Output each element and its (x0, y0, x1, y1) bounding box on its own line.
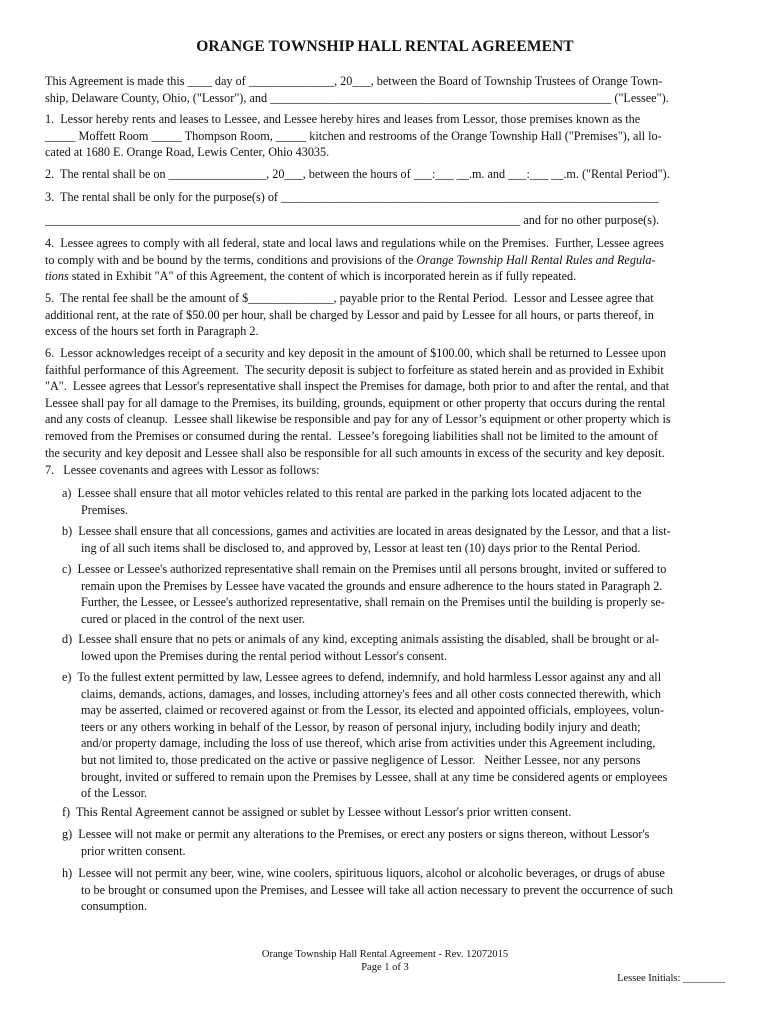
clause-c (62, 561, 724, 627)
intro-line: This Agreement is made this ____ day of ______________, 20___, between the Board of Township Trustees of Orange Town- (45, 74, 663, 88)
clause-a (62, 485, 724, 518)
paragraph-line: 3. The rental shall be only for the purpose(s) of ______________________________________________________________ (45, 190, 659, 204)
clause-g (62, 826, 724, 859)
paragraph-line: 7. Lessee covenants and agrees with Lessor as follows: (45, 463, 320, 477)
paragraph-1 (45, 111, 725, 161)
paragraph-line: faithful performance of this Agreement. The security deposit is subject to forfeiture as stated herein and as provided in Exhibit (45, 362, 664, 377)
clause-line: h) Lessee will not permit any beer, wine, wine coolers, spirituous liquors, alcohol or alcoholic beverages, or drugs of abuse (62, 866, 665, 880)
intro-line: ship, Delaware County, Ohio, ("Lessor"), and ________________________________________________________ ("Lessee"). (45, 90, 669, 105)
intro-paragraph (45, 73, 725, 106)
clause-line: to be brought or consumed upon the Premises, and Lessee will take all action necessary to prevent the occurrence of such (81, 882, 673, 897)
clause-line: consumption. (81, 899, 148, 914)
paragraph-text: to comply with and be bound by the terms, conditions and provisions of the (45, 252, 417, 267)
paragraph-line: excess of the hours set forth in Paragraph 2. (45, 324, 259, 339)
clause-b (62, 523, 724, 556)
paragraph-line (45, 252, 725, 269)
footer-page-number: Page 1 of 3 (361, 962, 409, 973)
clause-line: a) Lessee shall ensure that all motor vehicles related to this rental are parked in the parking lots located adjacent to the (62, 486, 642, 500)
clause-e (62, 669, 724, 802)
clause-h (62, 865, 724, 915)
paragraph-7 (45, 462, 725, 479)
paragraph-6 (45, 345, 725, 461)
paragraph-line: removed from the Premises or consumed during the rental. Lessee’s foregoing liabilities shall not be limited to the amount of (45, 428, 658, 443)
paragraph-5 (45, 290, 725, 340)
footer-revision: Orange Township Hall Rental Agreement - Rev. 12072015 (261, 949, 509, 960)
clause-line: lowed upon the Premises during the rental period without Lessor's consent. (81, 648, 448, 663)
paragraph-line: 1. Lessor hereby rents and leases to Lessee, and Lessee hereby hires and leases from Lessor, those premises known as the (45, 112, 641, 126)
paragraph-line: 5. The rental fee shall be the amount of $______________, payable prior to the Rental Period. Lessor and Lessee agree that (45, 291, 654, 305)
clause-f (62, 804, 724, 821)
paragraph-line: 6. Lessor acknowledges receipt of a security and key deposit in the amount of $100.00, which shall be returned to Lessee upon (45, 346, 667, 360)
clause-line: brought, invited or suffered to remain upon the Premises by Lessee, shall at any time be considered agents or employees (81, 769, 668, 784)
paragraph-line: and any costs of cleanup. Lessee shall likewise be responsible and pay for any of Lessor’s equipment or other property which is (45, 412, 671, 427)
clause-line: remain upon the Premises by Lessee have vacated the grounds and ensure adherence to the hours stated in Paragraph 2. (81, 578, 663, 593)
clause-line: b) Lessee shall ensure that all concessions, games and activities are located in areas designated by the Lessor, and that a list- (62, 524, 671, 538)
clause-line: teers or any others working in behalf of the Lessor, by reason of personal injury, including bodily injury and death; (81, 719, 641, 734)
clause-line: and/or property damage, including the loss of use thereof, which arise from activities under this Agreement including, (81, 736, 656, 751)
clause-line: Premises. (81, 502, 129, 517)
paragraph-2 (45, 166, 725, 183)
clause-line: c) Lessee or Lessee's authorized representative shall remain on the Premises until all persons brought, invited or suffered to (62, 562, 667, 576)
clause-line: prior written consent. (81, 843, 186, 858)
clause-d (62, 631, 724, 664)
clause-line: of the Lessor. (81, 786, 148, 801)
paragraph-line: "A". Lessee agrees that Lessor's representative shall inspect the Premises for damage, both prior to and after the rental, and that (45, 379, 670, 394)
paragraph-line: 4. Lessee agrees to comply with all federal, state and local laws and regulations while on the Premises. Further, Lessee agrees (45, 236, 664, 250)
page-title: ORANGE TOWNSHIP HALL RENTAL AGREEMENT (196, 38, 574, 55)
paragraph-line: the security and key deposit and Lessee shall also be responsible for all such amounts in excess of the security and key deposit. (45, 445, 665, 460)
clause-line: d) Lessee shall ensure that no pets or animals of any kind, excepting animals assisting the disabled, shall be brought or al- (62, 632, 660, 646)
clause-line: e) To the fullest extent permitted by law, Lessee agrees to defend, indemnify, and hold harmless Lessor against any and all (62, 670, 662, 684)
paragraph-3 (45, 189, 725, 228)
rules-title-text: tions (45, 269, 69, 284)
clause-line: but not limited to, those predicated on the active or passive negligence of Lessor. Neither Lessee, nor any persons (81, 752, 641, 767)
paragraph-line: additional rent, at the rate of $50.00 per hour, shall be charged by Lessor and paid by Lessee for all hours, or parts thereof, in (45, 307, 654, 322)
clause-line: f) This Rental Agreement cannot be assigned or sublet by Lessee without Lessor's prior written consent. (62, 805, 572, 819)
paragraph-line: Lessee shall pay for all damage to the Premises, its building, grounds, equipment or other property that occurs during the rental (45, 395, 666, 410)
clause-line: cured or placed in the control of the next user. (81, 611, 306, 626)
paragraph-text: stated in Exhibit "A" of this Agreement, the content of which is incorporated herein as if fully repeated. (68, 269, 577, 284)
lessee-initials: Lessee Initials: ________ (617, 973, 725, 984)
paragraph-line (45, 268, 725, 285)
clause-line: may be asserted, claimed or recovered against or from the Lessor, its elected and appointed officials, employees, volun- (81, 703, 665, 718)
paragraph-line: _____ Moffett Room _____ Thompson Room, _____ kitchen and restrooms of the Orange Township Hall ("Premises"), all lo- (45, 128, 662, 143)
clause-line: Further, the Lessee, or Lessee's authorized representative, shall remain on the Premises until the building is properly se- (81, 595, 665, 610)
paragraph-line: 2. The rental shall be on ________________, 20___, between the hours of ___:___ __.m. and ___:___ __.m. ("Rental Period"). (45, 167, 670, 181)
paragraph-line: ______________________________________________________________________________ and for no other purpose(s). (45, 212, 660, 227)
clause-line: ing of all such items shall be disclosed to, and approved by, Lessor at least ten (10) days prior to the Rental Period. (81, 540, 641, 555)
clause-line: g) Lessee will not make or permit any alterations to the Premises, or erect any posters or signs thereon, without Lessor's (62, 827, 650, 841)
paragraph-4 (45, 235, 725, 285)
paragraph-line: cated at 1680 E. Orange Road, Lewis Center, Ohio 43035. (45, 145, 330, 160)
clause-line: claims, demands, actions, damages, and losses, including attorney's fees and all other costs connected therewith, which (81, 686, 661, 701)
rules-title-text: Orange Township Hall Rental Rules and Regula- (416, 252, 656, 267)
